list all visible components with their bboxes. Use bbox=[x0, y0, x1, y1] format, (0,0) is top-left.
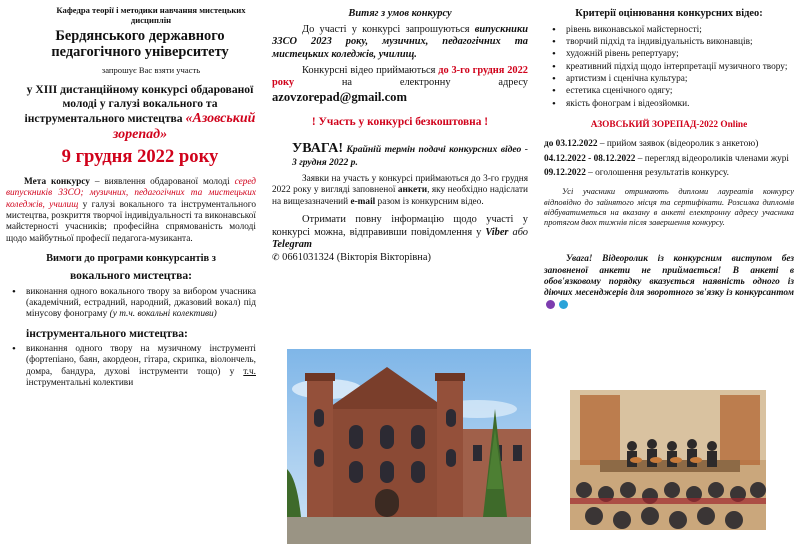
free-participation: ! Участь у конкурсі безкоштовна ! bbox=[311, 115, 489, 128]
vocal-item-text: виконання одного вокального твору за вибором учасника (академічний, естрадний, народний, джазовий вокал) під мінусову фонограму bbox=[26, 286, 256, 320]
online-heading: АЗОВСЬКИЙ ЗОРЕПАД-2022 Online bbox=[590, 119, 748, 130]
email-address[interactable]: azovzorepad@gmail.com bbox=[272, 90, 407, 105]
goal-text-2: у галузі вокального та інструментального мистецтва, розкриття творчої індивідуальності та виконавської майстерності учасників; професійна спрямованість молоді щодо майбутньої професії педагога-музиканта. bbox=[6, 199, 257, 244]
list-item bbox=[26, 287, 256, 321]
contact-paragraph bbox=[272, 214, 528, 265]
diploma-note: Усі учасники отримають дипломи лауреатів конкурсу відповідно до зайнятого місця та сертифікати. Розсилка дипломів відбуватиметься на вказану в анкеті електронну адресу учасника протягом двох тижнів після завершення конкурсу. bbox=[544, 187, 794, 228]
goal-text-1: – виявлення обдарованої молоді bbox=[89, 177, 235, 188]
applications-form: анкети bbox=[397, 185, 428, 196]
schedule-date: 09.12.2022 bbox=[544, 167, 586, 178]
applications-text-3: разом із конкурсним відео. bbox=[375, 196, 484, 207]
criteria-heading: Критерії оцінювання конкурсних відео: bbox=[575, 8, 763, 19]
telegram-icon bbox=[559, 300, 568, 309]
university-building-photo bbox=[287, 349, 531, 544]
goal-label: Мета конкурсу bbox=[24, 177, 90, 188]
schedule-item bbox=[544, 154, 794, 165]
applications-text-2: , яку необхідно надіслати на вищезазначений bbox=[272, 185, 528, 207]
left-column bbox=[0, 0, 262, 544]
goal-target-group: серед випускників ЗЗСО; музичних, педагогічних та мистецьких коледжів, училищ bbox=[6, 177, 256, 210]
instrumental-heading: інструментального мистецтва: bbox=[26, 326, 188, 340]
phone-number[interactable]: 0661031324 bbox=[282, 252, 335, 264]
attention-paragraph bbox=[292, 140, 528, 169]
schedule-text: – оголошення результатів конкурсу. bbox=[585, 167, 729, 178]
list-item: • якість фонограм і відеозйомки. bbox=[566, 99, 794, 110]
concert-illustration bbox=[570, 390, 766, 530]
deadline-date: до 3-го грудня 2022 року bbox=[272, 64, 528, 89]
list-item: • креативний підхід щодо інтерпретації музичного твору; bbox=[566, 62, 794, 73]
warning-body: Увага! Відеоролик із конкурсним виступом без заповненої анкети не приймається! В анкеті в обов'язковому порядку вказується наявність одного із діючих месенджерів для зворотного зв'язку із конкурсантом bbox=[544, 254, 794, 299]
list-item: • художній рівень репертуару; bbox=[566, 49, 794, 60]
contact-person: (Вікторія Вікторівна) bbox=[334, 252, 431, 264]
conditions-text-1: До участі у конкурсі запрошуються bbox=[302, 23, 475, 35]
instr-item-text-2: інструментальні колективи bbox=[26, 377, 134, 388]
invite-text: запрошує Вас взяти участь bbox=[101, 65, 201, 75]
applications-email: e-mail bbox=[350, 196, 376, 207]
phone-icon: ✆ bbox=[272, 252, 280, 263]
building-illustration bbox=[287, 349, 531, 544]
conditions-graduates: випускники ЗЗСО 2023 року, музичних, педагогічних та мистецьких коледжів, училищ. bbox=[272, 23, 528, 61]
contest-goal bbox=[6, 177, 256, 245]
contest-title-prefix: у ХІІІ дистанційному конкурсі обдарованої молоді у галузі вокального та інструментального мистецтва bbox=[24, 83, 254, 125]
extract-heading: Витяг з умов конкурсу bbox=[348, 8, 452, 19]
criteria-list bbox=[544, 25, 794, 110]
contest-title bbox=[24, 83, 256, 143]
applications-paragraph bbox=[272, 174, 528, 208]
schedule-item bbox=[544, 168, 794, 179]
contact-text-1: Отримати повну інформацію щодо участі у конкурсі можна, відправивши повідомлення у bbox=[272, 214, 528, 238]
applications-text-1: Заявки на участь у конкурсі приймаються до 3-го грудня 2022 року у вигляді заповненої bbox=[272, 174, 528, 196]
attention-title: УВАГА! bbox=[292, 140, 343, 156]
vocal-item-note: (у т.ч. вокальні колективи) bbox=[109, 309, 217, 320]
schedule-date: до 03.12.2022 bbox=[544, 139, 598, 150]
list-item: • естетика сценічного одягу; bbox=[566, 86, 794, 97]
attention-note: Крайній термін подачі конкурсних відео - 3 грудня 2022 р. bbox=[292, 143, 528, 168]
viber-label: Viber bbox=[485, 226, 509, 238]
schedule-date: 04.12.2022 - 08.12.2022 bbox=[544, 153, 636, 164]
instr-item-text-1: виконання одного твору на музичному інструменті (фортепіано, баян, акордеон, гітара, скрипка, віолончель, домра, бандура, духові інструменти тощо) у bbox=[26, 343, 256, 377]
schedule-item bbox=[544, 139, 794, 150]
deadline-text-1: Конкурсні відео приймаються bbox=[302, 64, 439, 76]
schedule-text: – прийом заявок (відеоролик з анкетою) bbox=[597, 139, 759, 150]
instrumental-list bbox=[6, 344, 256, 389]
list-item: • артистизм і сценічна культура; bbox=[566, 74, 794, 85]
deadline-text-2: на електронну адресу bbox=[294, 77, 528, 89]
schedule bbox=[544, 139, 794, 179]
telegram-label: Telegram bbox=[272, 239, 313, 251]
viber-icon bbox=[546, 300, 555, 309]
contest-date: 9 грудня 2022 року bbox=[61, 146, 219, 168]
vocal-list bbox=[6, 287, 256, 321]
instr-item-abbr: т.ч. bbox=[243, 366, 256, 377]
contest-name: «Азовський зорепад» bbox=[112, 110, 256, 142]
vocal-heading: вокального мистецтва: bbox=[69, 268, 193, 282]
list-item: • рівень виконавської майстерності; bbox=[566, 25, 794, 36]
schedule-text: – перегляд відеороликів членами журі bbox=[635, 153, 790, 164]
contact-or: або bbox=[508, 226, 528, 238]
department-name: Кафедра теорії і методики навчання мистецьких дисциплін bbox=[56, 5, 246, 25]
list-item: • творчий підхід та індивідуальність виконавців; bbox=[566, 37, 794, 48]
deadline-paragraph bbox=[272, 65, 528, 106]
list-item bbox=[26, 344, 256, 389]
warning-text bbox=[544, 254, 794, 311]
conditions-paragraph bbox=[272, 24, 528, 62]
university-name: Бердянського державного педагогічного університету bbox=[51, 27, 229, 60]
requirements-heading: Вимоги до програми конкурсантів з bbox=[46, 253, 216, 264]
concert-photo bbox=[570, 390, 766, 530]
